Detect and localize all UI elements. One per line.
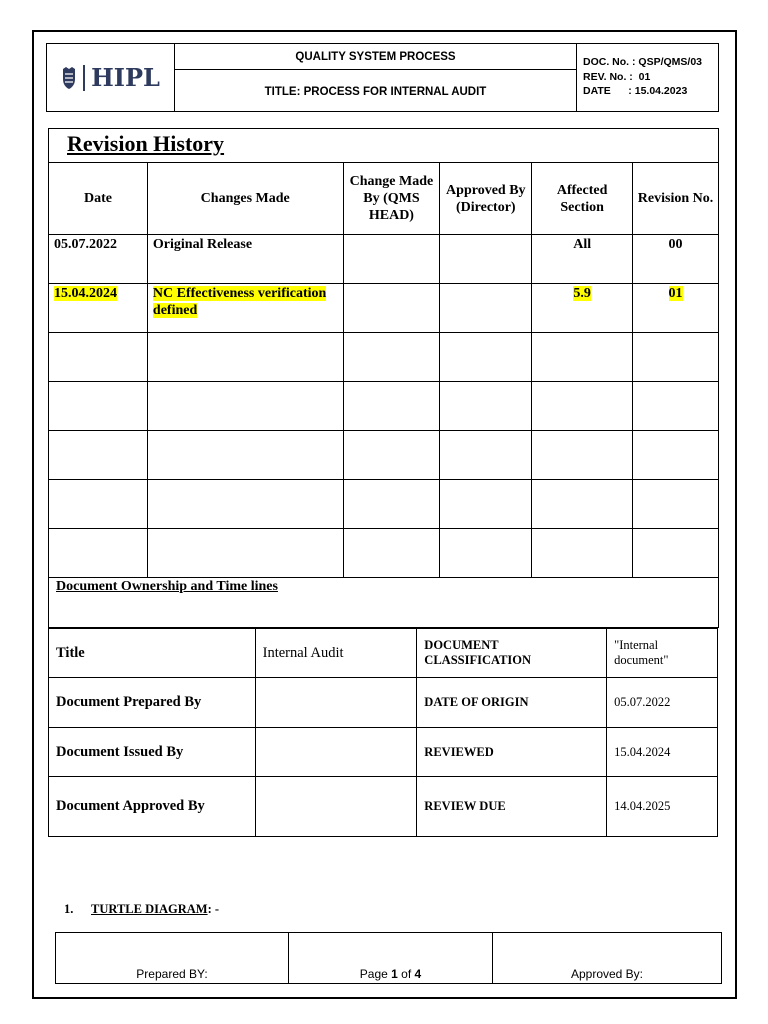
shield-icon bbox=[61, 66, 77, 90]
page-current: 1 bbox=[391, 967, 398, 981]
cell-made-by bbox=[343, 284, 440, 333]
highlighted-section: 5.9 bbox=[573, 286, 591, 301]
date-row bbox=[583, 84, 718, 99]
section-number: 1. bbox=[64, 902, 74, 916]
row-label: Title bbox=[49, 629, 256, 678]
col-section: Affected Section bbox=[532, 163, 633, 235]
rev-no-value: 01 bbox=[638, 70, 651, 83]
ownership-table bbox=[48, 628, 718, 837]
table-row bbox=[49, 235, 719, 284]
date-value: 15.04.2023 bbox=[634, 85, 688, 97]
page-footer bbox=[55, 932, 722, 984]
footer-approved bbox=[492, 933, 721, 983]
revision-heading: Revision History bbox=[67, 131, 225, 156]
cell-approved-by bbox=[440, 284, 532, 333]
col-date: Date bbox=[49, 163, 148, 235]
document-title: TITLE: PROCESS FOR INTERNAL AUDIT bbox=[264, 85, 487, 98]
page-of: of bbox=[397, 967, 415, 981]
row-value bbox=[255, 728, 417, 777]
footer-prepared bbox=[56, 933, 288, 983]
empty-row bbox=[49, 480, 719, 529]
field-value: 14.04.2025 bbox=[607, 777, 718, 837]
row-value: Internal Audit bbox=[255, 629, 417, 678]
date-label: DATE : bbox=[583, 85, 632, 97]
revision-title-row bbox=[49, 129, 719, 163]
prepared-label: Prepared BY: bbox=[136, 967, 208, 981]
cell-section bbox=[532, 284, 633, 333]
company-logo bbox=[61, 63, 160, 92]
field-value: "Internal document" bbox=[607, 629, 718, 678]
doc-meta bbox=[577, 44, 718, 111]
ownership-heading-row bbox=[49, 578, 719, 628]
col-revision: Revision No. bbox=[633, 163, 719, 235]
highlighted-date: 15.04.2024 bbox=[54, 286, 117, 301]
logo-text: HIPL bbox=[91, 63, 160, 92]
field-label: DATE OF ORIGIN bbox=[417, 678, 607, 728]
revision-history-table bbox=[48, 128, 719, 628]
table-row bbox=[49, 678, 718, 728]
rev-no-label: REV. No. : bbox=[583, 70, 633, 83]
col-changes: Changes Made bbox=[147, 163, 343, 235]
empty-row bbox=[49, 431, 719, 480]
section-title: TURTLE DIAGRAM bbox=[91, 902, 208, 916]
document-header bbox=[46, 43, 719, 112]
cell-approved-by bbox=[440, 235, 532, 284]
ownership-heading-cell bbox=[49, 578, 719, 628]
table-row bbox=[49, 777, 718, 837]
rev-no-row bbox=[583, 70, 718, 85]
table-row bbox=[49, 728, 718, 777]
cell-changes: Original Release bbox=[147, 235, 343, 284]
page-prefix: Page bbox=[359, 967, 392, 981]
revision-header-row bbox=[49, 163, 719, 235]
doc-no-value: QSP/QMS/03 bbox=[638, 56, 703, 68]
highlighted-changes: NC Effectiveness verification defined bbox=[152, 286, 327, 318]
revision-heading-cell bbox=[49, 129, 719, 163]
cell-date: 05.07.2022 bbox=[49, 235, 148, 284]
empty-row bbox=[49, 382, 719, 431]
row-value bbox=[255, 777, 417, 837]
process-label: QUALITY SYSTEM PROCESS bbox=[175, 44, 576, 70]
field-label: REVIEWED bbox=[417, 728, 607, 777]
row-value bbox=[255, 678, 417, 728]
field-label: REVIEW DUE bbox=[417, 777, 607, 837]
table-row bbox=[49, 629, 718, 678]
ownership-heading: Document Ownership and Time lines bbox=[56, 579, 278, 594]
cell-rev bbox=[633, 284, 719, 333]
field-value: 15.04.2024 bbox=[607, 728, 718, 777]
table-row bbox=[49, 284, 719, 333]
logo-cell bbox=[47, 44, 175, 111]
approved-label: Approved By: bbox=[570, 967, 644, 981]
row-label: Document Issued By bbox=[49, 728, 256, 777]
col-approved-by: Approved By (Director) bbox=[440, 163, 532, 235]
empty-row bbox=[49, 333, 719, 382]
header-middle bbox=[175, 44, 577, 111]
cell-changes bbox=[147, 284, 343, 333]
doc-no-row bbox=[583, 55, 718, 70]
col-made-by: Change Made By (QMS HEAD) bbox=[343, 163, 440, 235]
footer-page bbox=[288, 933, 492, 983]
empty-row bbox=[49, 529, 719, 578]
section-suffix: : - bbox=[207, 902, 220, 916]
field-value: 05.07.2022 bbox=[607, 678, 718, 728]
cell-rev: 00 bbox=[633, 235, 719, 284]
section-heading bbox=[64, 902, 219, 917]
logo-divider bbox=[83, 65, 85, 91]
doc-no-label: DOC. No. : bbox=[583, 56, 636, 68]
highlighted-rev: 01 bbox=[668, 286, 683, 301]
cell-section: All bbox=[532, 235, 633, 284]
field-label: DOCUMENT CLASSIFICATION bbox=[417, 629, 607, 678]
row-label: Document Approved By bbox=[49, 777, 256, 837]
row-label: Document Prepared By bbox=[49, 678, 256, 728]
page-total: 4 bbox=[414, 967, 422, 981]
cell-made-by bbox=[343, 235, 440, 284]
cell-date bbox=[49, 284, 148, 333]
